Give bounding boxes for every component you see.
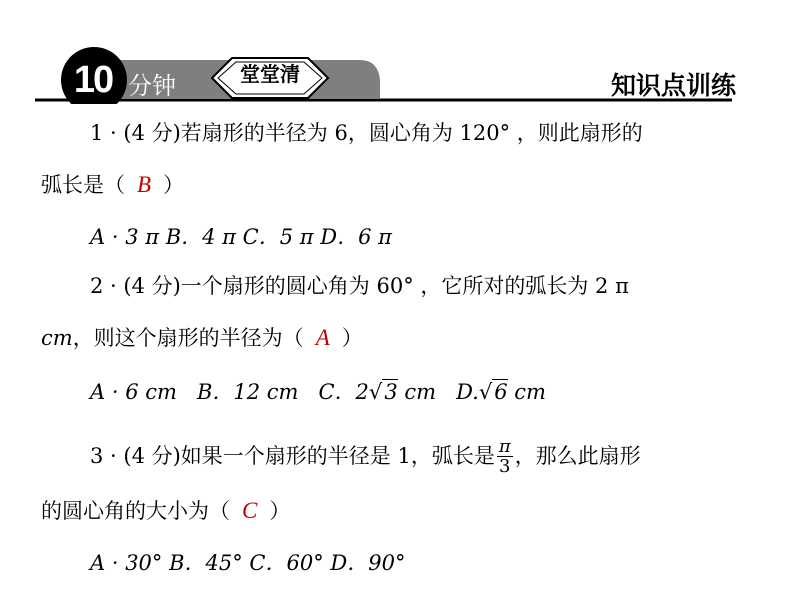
q2-option-b: B．12 cm bbox=[196, 380, 299, 404]
q3-line1 bbox=[90, 438, 641, 477]
header-banner bbox=[0, 0, 794, 104]
diamond-label: 堂堂清 bbox=[240, 62, 300, 86]
q2-option-c: C．2√3 cm bbox=[318, 380, 437, 404]
q3-options: A · 30° B．45° C．60° D．90° bbox=[90, 551, 406, 575]
q2-option-d-unit: cm bbox=[507, 380, 546, 404]
q2-line2 bbox=[41, 325, 363, 351]
minutes-label: 分钟 bbox=[128, 72, 176, 100]
q2-option-d: D.√6 cm bbox=[456, 380, 546, 404]
q2-option-a: A · 6 cm bbox=[90, 380, 177, 404]
q2-line1: 2 · (4 分)一个扇形的圆心角为 60° ，它所对的弧长为 2 π bbox=[90, 274, 629, 298]
q3-line1-pre: 3 · (4 分)如果一个扇形的半径是 1，弧长是 bbox=[90, 444, 495, 468]
q2-line2-unit: cm bbox=[41, 326, 73, 350]
q2-options bbox=[90, 379, 546, 405]
q2-option-c-pre: C．2 bbox=[318, 380, 369, 404]
q2-option-d-pre: D. bbox=[456, 380, 479, 404]
q2-line2-prefix: ，则这个扇形的半径为（ bbox=[72, 326, 304, 350]
q1-options: A · 3 π B．4 π C．5 π D．6 π bbox=[90, 225, 392, 249]
q1-line2-prefix: 弧长是（ bbox=[41, 173, 125, 197]
q1-line1: 1 · (4 分)若扇形的半径为 6，圆心角为 120° ，则此扇形的 bbox=[90, 121, 643, 145]
q3-line2-prefix: 的圆心角的大小为（ bbox=[41, 499, 230, 523]
q3-line2-suffix: ） bbox=[269, 499, 291, 523]
q1-answer: B bbox=[137, 172, 152, 197]
q3-line2 bbox=[41, 498, 290, 524]
badge-number: 10 bbox=[73, 59, 113, 101]
q3-line1-post: ，那么此扇形 bbox=[514, 444, 641, 468]
q1-line2-suffix: ） bbox=[163, 173, 185, 197]
q3-answer: C bbox=[242, 498, 258, 523]
q3-fraction-num: π bbox=[498, 436, 511, 457]
q2-option-c-radicand: 3 bbox=[384, 380, 398, 404]
q3-fraction-den: 3 bbox=[499, 456, 511, 477]
q2-answer: A bbox=[315, 325, 330, 350]
q2-option-d-radicand: 6 bbox=[494, 380, 508, 404]
q2-line2-suffix: ） bbox=[341, 326, 363, 350]
section-title: 知识点训练 bbox=[610, 71, 736, 100]
q1-line2 bbox=[41, 172, 184, 198]
q3-fraction bbox=[497, 438, 513, 477]
q2-option-c-unit: cm bbox=[397, 380, 437, 404]
